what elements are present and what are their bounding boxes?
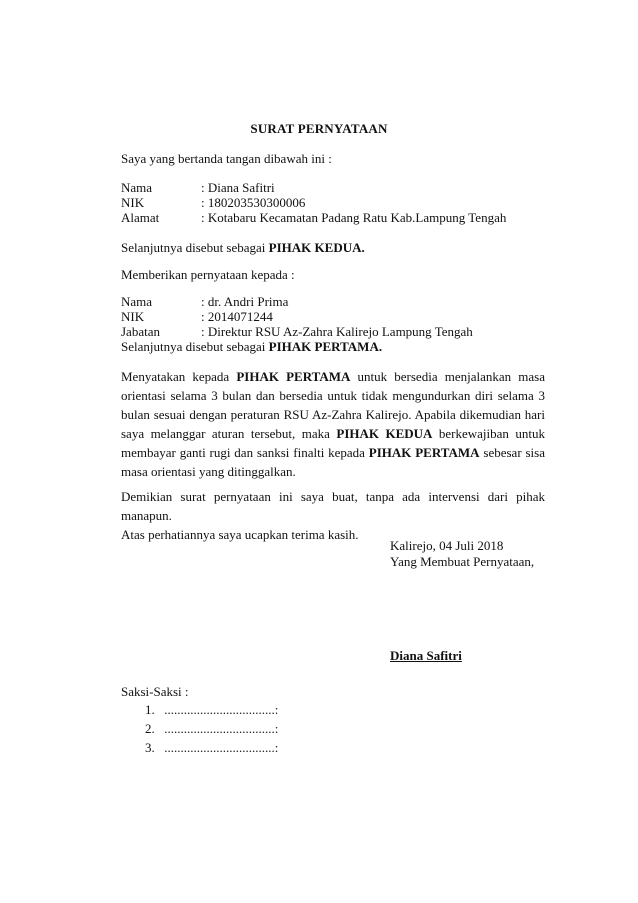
document-title: SURAT PERNYATAAN	[250, 121, 388, 136]
party-one-position-value: : Direktur RSU Az-Zahra Kalirejo Lampung Tengah	[201, 324, 473, 339]
party-one-designation-label: PIHAK PERTAMA.	[268, 339, 383, 354]
party-two-address-label: Alamat	[121, 210, 160, 225]
party-one-nik-label: NIK	[121, 309, 145, 324]
witness-item	[145, 738, 278, 757]
pihak-pertama-bold: PIHAK PERTAMA	[236, 369, 351, 384]
witness-item	[145, 719, 278, 738]
witness-number: 2.	[145, 721, 155, 736]
party-two-nik-label: NIK	[121, 195, 145, 210]
closing-paragraph	[121, 487, 545, 544]
signer-name: Diana Safitri	[390, 648, 462, 663]
party-one-position-label: Jabatan	[121, 324, 160, 339]
statement-to-text: Memberikan pernyataan kepada :	[121, 267, 295, 282]
party-one-designation-prefix: Selanjutnya disebut sebagai	[121, 339, 269, 354]
party-one-name-row	[121, 294, 288, 310]
party-two-address-row	[121, 210, 506, 226]
paragraph-line: masa orientasi yang ditinggalkan.	[121, 464, 296, 479]
witness-blank: ..................................:	[164, 721, 279, 736]
pihak-pertama-bold: PIHAK PERTAMA	[368, 445, 480, 460]
closing-line: Demikian surat pernyataan ini saya buat, tanpa ada intervensi dari pihak manapun.	[121, 489, 545, 523]
intro-text: Saya yang bertanda tangan dibawah ini :	[121, 151, 332, 166]
witnesses-heading: Saksi-Saksi :	[121, 684, 189, 699]
paragraph-text: untuk bersedia menjalankan masa	[350, 369, 545, 384]
paragraph-line	[121, 424, 545, 443]
party-one-designation	[121, 339, 382, 355]
paragraph-line	[121, 367, 545, 386]
witness-blank: ..................................:	[164, 702, 279, 717]
paragraph-line: bulan sesuai dengan peraturan RSU Az-Zahra Kalirejo. Apabila dikemudian hari	[121, 407, 545, 422]
party-two-designation	[121, 240, 365, 256]
party-two-nik-row	[121, 195, 305, 211]
witness-item	[145, 700, 278, 719]
party-one-position-row	[121, 324, 473, 340]
paragraph-text: berkewajiban untuk	[432, 426, 546, 441]
party-two-name-value: : Diana Safitri	[201, 180, 275, 195]
closing-line: Atas perhatiannya saya ucapkan terima kasih.	[121, 527, 359, 542]
party-two-designation-label: PIHAK KEDUA.	[268, 240, 365, 255]
witness-blank: ..................................:	[164, 740, 279, 755]
witness-number: 1.	[145, 702, 155, 717]
party-two-name-label: Nama	[121, 180, 153, 195]
party-two-nik-value: : 180203530300006	[201, 195, 306, 210]
party-two-address-value: : Kotabaru Kecamatan Padang Ratu Kab.Lampung Tengah	[201, 210, 507, 225]
witness-list	[145, 700, 278, 757]
party-one-name-label: Nama	[121, 294, 153, 309]
witness-number: 3.	[145, 740, 155, 755]
party-one-nik-value: : 2014071244	[201, 309, 273, 324]
statement-paragraph	[121, 367, 545, 481]
party-one-name-value: : dr. Andri Prima	[201, 294, 289, 309]
party-one-nik-row	[121, 309, 273, 325]
paragraph-text: saya melanggar aturan tersebut, maka	[121, 426, 337, 441]
paragraph-line	[121, 443, 545, 462]
paragraph-text: sebesar sisa	[479, 445, 545, 460]
signer-role: Yang Membuat Pernyataan,	[390, 554, 535, 569]
party-two-name-row	[121, 180, 275, 196]
place-date: Kalirejo, 04 Juli 2018	[390, 538, 504, 553]
paragraph-text: Menyatakan kepada	[121, 369, 237, 384]
paragraph-text: membayar ganti rugi dan sanksi finalti kepada	[121, 445, 369, 460]
pihak-kedua-bold: PIHAK KEDUA	[336, 426, 433, 441]
party-two-designation-prefix: Selanjutnya disebut sebagai	[121, 240, 269, 255]
paragraph-line: orientasi selama 3 bulan dan bersedia untuk tidak mengundurkan diri selama 3	[121, 388, 545, 403]
